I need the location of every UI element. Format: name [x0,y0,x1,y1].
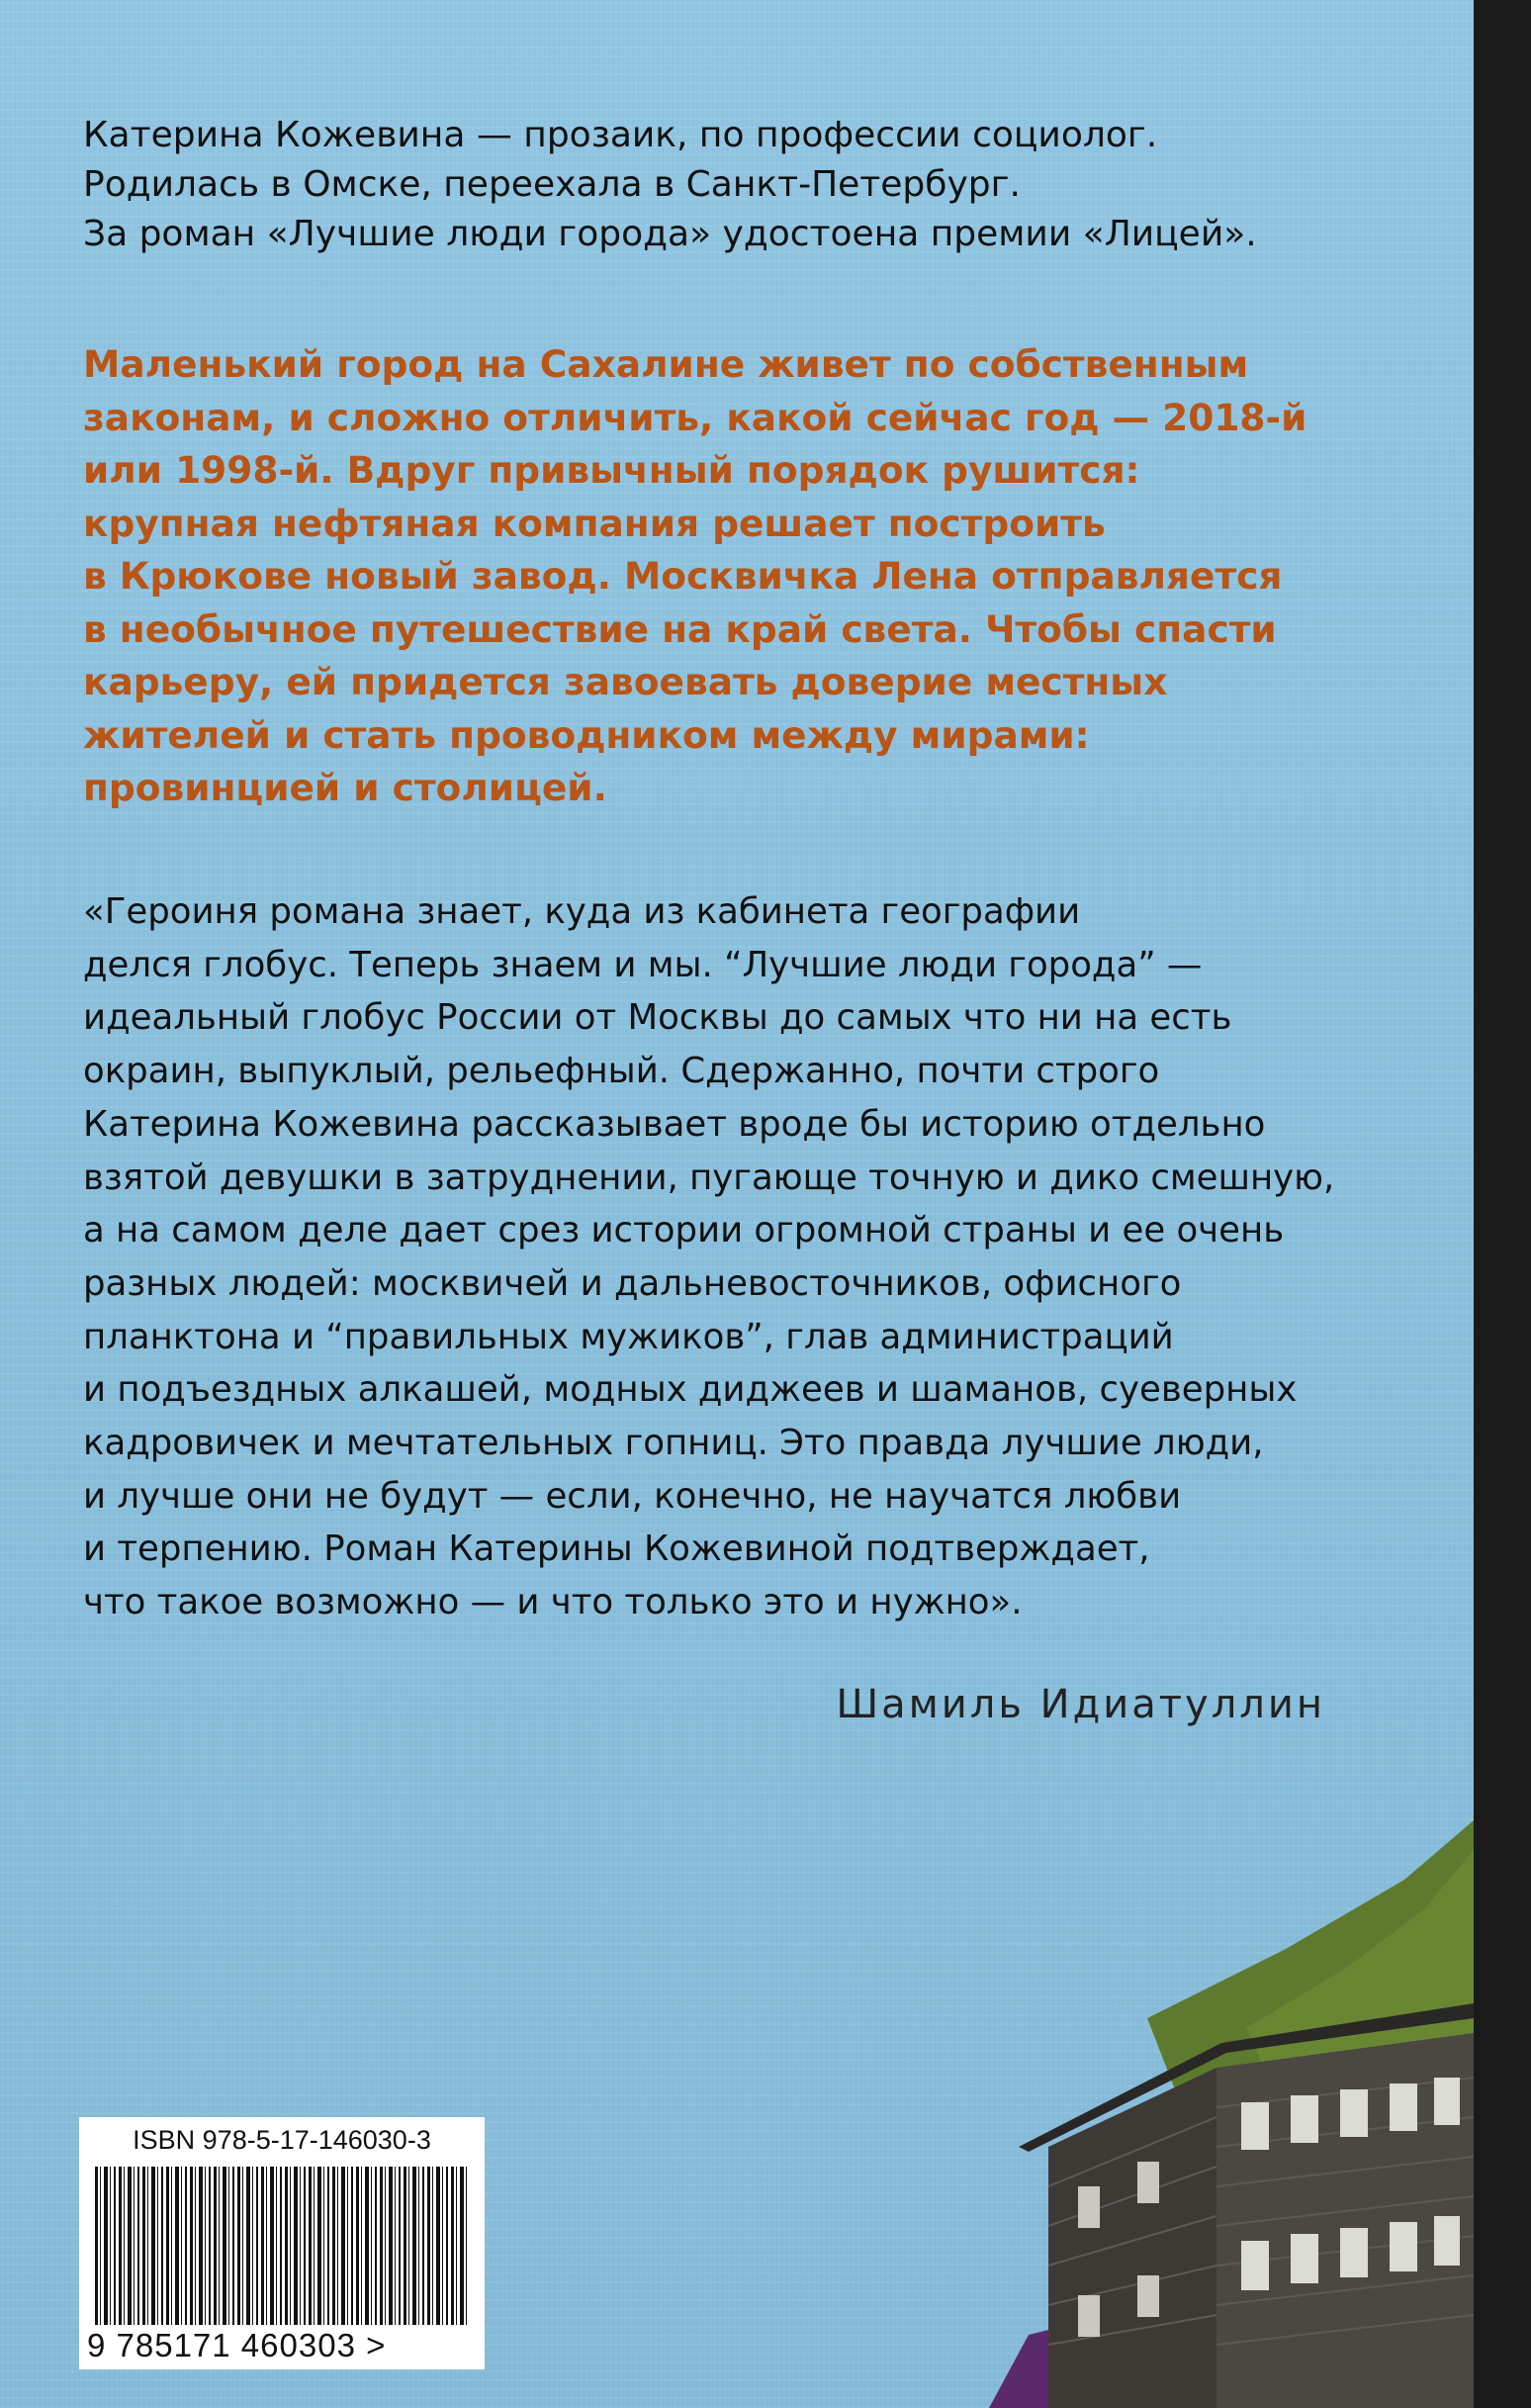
quote-line: разных людей: москвичей и дальневосточников, офисного [83,1262,1182,1304]
barcode-bars-icon [95,2167,469,2325]
quote-line: и лучше они не будут — если, конечно, не научатся любви [83,1475,1182,1517]
quote-line: делся глобус. Теперь знаем и мы. “Лучшие люди города” — [83,944,1203,985]
annotation-line: крупная нефтяная компания решает построить [83,501,1106,545]
annotation-line: или 1998-й. Вдруг привычный порядок рушится: [83,448,1140,492]
annotation-line: провинцией и столицей. [83,766,607,809]
barcode-digits: 9 785171 460303 > [87,2327,387,2363]
annotation-line: в необычное путешествие на край света. Чтобы спасти [83,606,1277,651]
annotation-line: карьеру, ей придется завоевать доверие местных [83,660,1168,703]
wooden-house-on-hill-icon [989,1820,1474,2408]
quote-line: взятой девушки в затруднении, пугающе точную и дико смешную, [83,1157,1335,1198]
annotation-line: Маленький город на Сахалине живет по собственным [83,342,1249,386]
quote-line: и подъездных алкашей, модных диджеев и шаманов, суеверных [83,1369,1298,1411]
quote-line: окраин, выпуклый, рельефный. Сдержанно, почти строго [83,1051,1160,1092]
isbn-label: ISBN 978-5-17-146030-3 [133,2125,431,2155]
spine-edge [1474,0,1531,2408]
author-bio [83,111,1408,259]
quote-line: что такое возможно — и что только это и нужно». [83,1582,1023,1623]
book-annotation [83,338,1408,815]
quote-line: а на самом деле дает срез истории огромной страны и ее очень [83,1210,1285,1251]
bio-line: Родилась в Омске, переехала в Санкт-Петербург. [83,164,1021,205]
quote-line: планктона и “правильных мужиков”, глав администраций [83,1316,1174,1357]
quote-author: Шамиль Идиатуллин [836,1682,1325,1727]
quote-line: кадровичек и мечтательных гопниц. Это правда лучшие люди, [83,1423,1264,1464]
bio-line: За роман «Лучшие люди города» удостоена премии «Лицей». [83,214,1257,254]
annotation-line: в Крюкове новый завод. Москвичка Лена отправляется [83,554,1283,598]
bio-line: Катерина Кожевина — прозаик, по профессии социолог. [83,115,1158,155]
isbn-barcode [79,2117,485,2369]
annotation-line: законам, и сложно отличить, какой сейчас год — 2018-й [83,395,1307,439]
annotation-line: жителей и стать проводником между мирами: [83,712,1090,757]
quote-line: и терпению. Роман Катерины Кожевиной подтверждает, [83,1528,1150,1570]
quote-line: идеальный глобус России от Москвы до самых что ни на есть [83,997,1232,1039]
review-quote [83,885,1408,1629]
quote-line: «Героиня романа знает, куда из кабинета географии [83,891,1081,932]
quote-line: Катерина Кожевина рассказывает вроде бы историю отдельно [83,1103,1266,1145]
